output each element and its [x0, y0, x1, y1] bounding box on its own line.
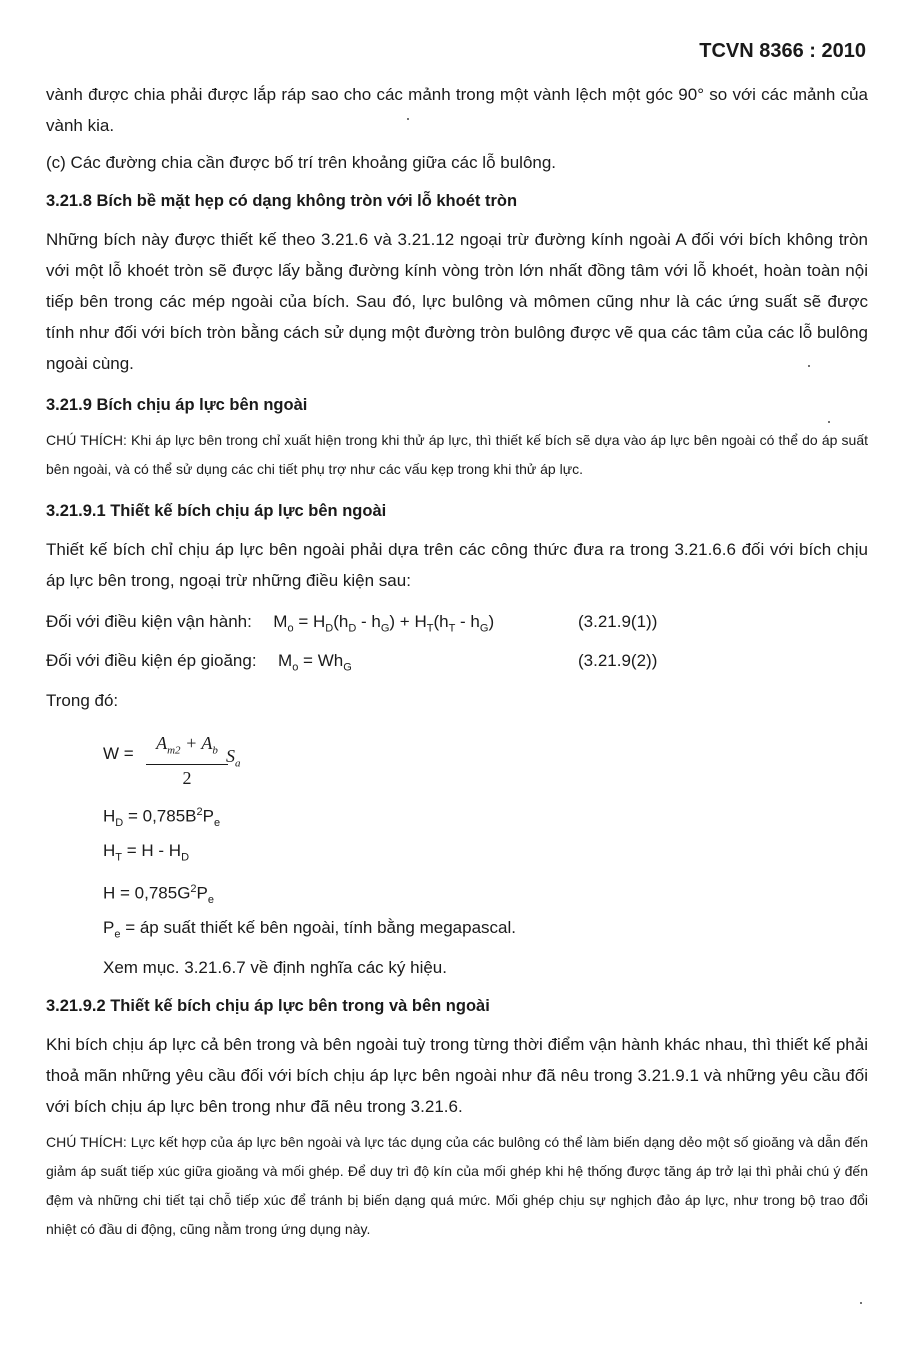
paragraph-3-21-8: Những bích này được thiết kế theo 3.21.6 và 3.21.12 ngoại trừ đường kính ngoài A đối với bích không tròn với một lỗ khoét tròn sẽ được lấy bằng đường kính vòng tròn lớn nhất đồng tâm với lỗ khoét, hoàn toàn nội tiếp bên trong các mép ngoài của bích. Sau đó, lực bulông và mômen cũng như là các ứng suất sẽ được tính như đối với bích tròn bằng cách sử dụng một đường tròn bulông được vẽ qua các tâm của các lỗ bulông ngoài cùng.: [46, 230, 868, 373]
formula-hd: $H_D = 0,785B^2P_e$: [103, 806, 221, 830]
standard-number: TCVN 8366 : 2010: [699, 40, 866, 62]
pe-definition: $P_e$ = áp suất thiết kế bên ngoài, tính bằng megapascal.: [103, 918, 517, 941]
paragraph-continuation: vành được chia phải được lắp ráp sao cho các mảnh trong một vành lệch một góc 90° so với các mảnh của vành kia.: [46, 85, 868, 135]
equation-1-formula: $M_o = H_D(h_D - h_G) + H_T(h_T - h_G)$: [273, 612, 495, 635]
w-formula-lhs: W =: [103, 744, 134, 763]
equation-2-line: [46, 650, 352, 678]
see-reference: Xem mục. 3.21.6.7 về định nghĩa các ký hiệu.: [103, 958, 447, 977]
paragraph-3-21-9-2: Khi bích chịu áp lực cả bên trong và bên ngoài tuỳ trong từng thời điểm vận hành khác nhau, thì thiết kế phải thoả mãn những yêu cầu đối với bích chịu áp lực bên ngoài như đã nêu trong 3.21.9.1 và những yêu cầu đối với bích chịu áp lực bên trong như đã nêu trong 3.21.6.: [46, 1035, 868, 1116]
w-formula-denominator: 2: [182, 767, 192, 788]
equation-1-label: Đối với điều kiện vận hành:: [46, 612, 252, 631]
scan-speck: [828, 421, 830, 423]
equation-2-number: (3.21.9(2)): [578, 651, 658, 670]
formula-ht: $H_T = H - H_D$: [103, 841, 190, 864]
w-formula-fraction: [146, 732, 228, 789]
note-3-21-9: CHÚ THÍCH: Khi áp lực bên trong chỉ xuất hiện trong khi thử áp lực, thì thiết kế bích sẽ dựa vào áp lực bên ngoài có thể do áp suất bên ngoài, và có thể sử dụng các chi tiết phụ trợ như các vấu kẹp trong khi thử áp lực.: [46, 432, 868, 477]
section-heading-3-21-9-2: 3.21.9.2 Thiết kế bích chịu áp lực bên trong và bên ngoài: [46, 997, 490, 1015]
section-heading-3-21-8: 3.21.8 Bích bề mặt hẹp có dạng không tròn với lỗ khoét tròn: [46, 192, 518, 210]
equation-1-line: [46, 611, 494, 639]
scan-speck: [407, 118, 409, 120]
equation-2-formula: $M_o = Wh_G$: [278, 651, 352, 674]
section-heading-3-21-9: 3.21.9 Bích chịu áp lực bên ngoài: [46, 396, 308, 414]
formula-h: $H = 0,785G^2P_e$: [103, 883, 215, 907]
note-3-21-9-2: CHÚ THÍCH: Lực kết hợp của áp lực bên ngoài và lực tác dụng của các bulông có thể làm biến dạng dẻo một số gioăng và dẫn đến giảm áp suất tiếp xúc giữa gioăng và mối ghép. Để duy trì độ kín của mối ghép khi hệ thống được tăng áp trở lại thì phải chú ý đến đệm và những chi tiết tại chỗ tiếp xúc để tránh bị biến dạng quá mức. Mối ghép chịu sự nghịch đảo áp lực, như trong bộ trao đổi nhiệt có đầu di động, cũng nằm trong ứng dụng này.: [46, 1134, 868, 1237]
w-formula-numerator: $A_{m2} + A_b$: [156, 733, 218, 757]
equation-2-label: Đối với điều kiện ép gioăng:: [46, 651, 257, 670]
w-formula-factor: $S_a$: [226, 746, 241, 770]
equation-1-number: (3.21.9(1)): [578, 612, 658, 631]
section-heading-3-21-9-1: 3.21.9.1 Thiết kế bích chịu áp lực bên ngoài: [46, 502, 387, 520]
scan-speck: [808, 365, 810, 367]
fraction-bar: [146, 764, 228, 765]
where-label: Trong đó:: [46, 691, 119, 710]
paragraph-3-21-9-1: Thiết kế bích chỉ chịu áp lực bên ngoài phải dựa trên các công thức đưa ra trong 3.21.6.6 đối với bích chịu áp lực bên trong, ngoại trừ những điều kiện sau:: [46, 540, 868, 590]
list-item-c: (c) Các đường chia cần được bố trí trên khoảng giữa các lỗ bulông.: [46, 153, 557, 172]
scan-speck: [860, 1302, 862, 1304]
